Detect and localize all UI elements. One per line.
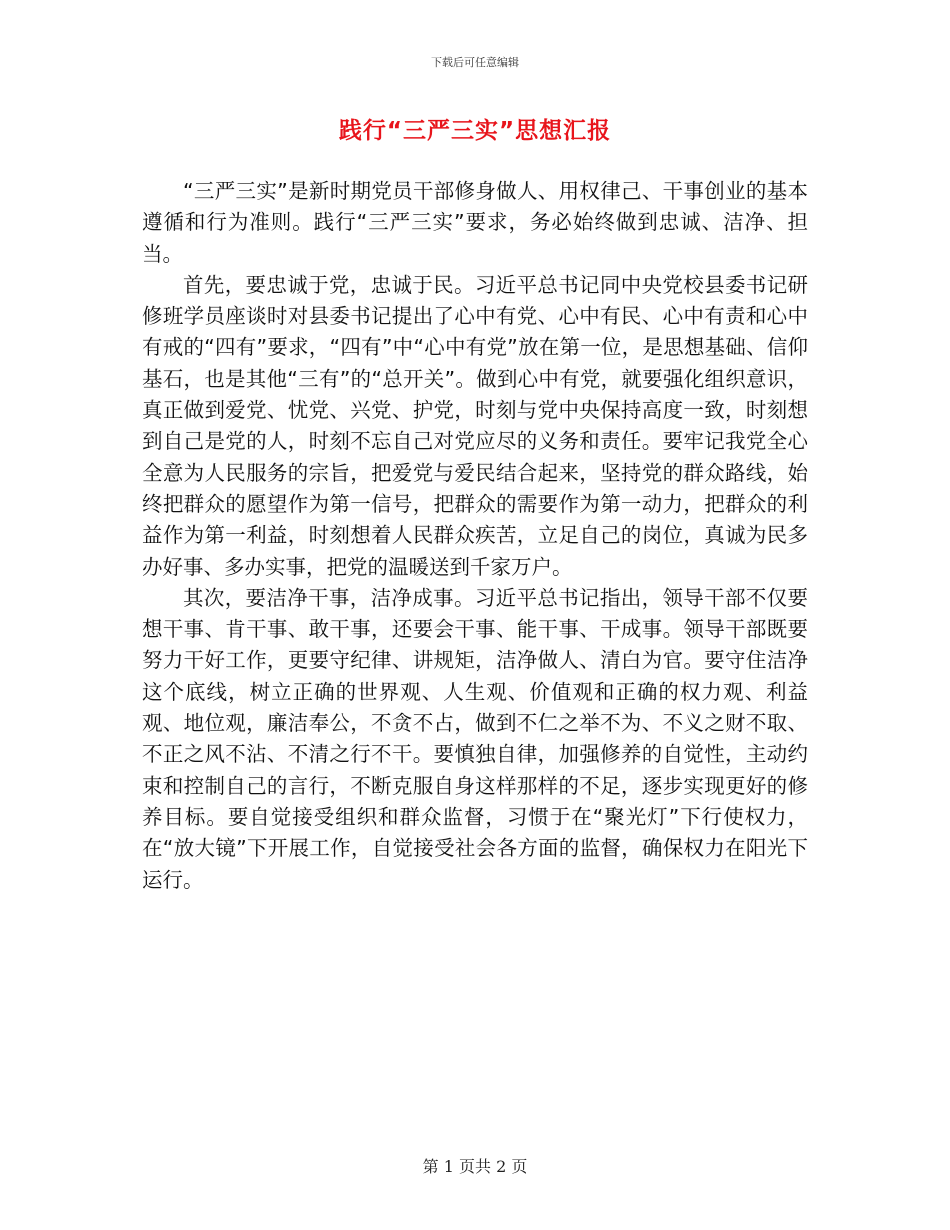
paragraph-integrity: 其次，要洁净干事，洁净成事。习近平总书记指出，领导干部不仅要想干事、肯干事、敢干事，还要会干事、能干事、干成事。领导干部既要努力干好工作，更要守纪律、讲规矩，洁净做人、清白为官。要守住洁净这个底线，树立正确的世界观、人生观、价值观和正确的权力观、利益观、地位观，廉洁奉公，不贪不占，做到不仁之举不为、不义之财不取、不正之风不沾、不清之行不干。要慎独自律，加强修养的自觉性，主动约束和控制自己的言行，不断克服自身这样那样的不足，逐步实现更好的修养目标。要自觉接受组织和群众监督，习惯于在“聚光灯”下行使权力，在“放大镜”下开展工作，自觉接受社会各方面的监督，确保权力在阳光下运行。	[142, 585, 808, 892]
document-body	[142, 176, 808, 896]
page-number: 第 1 页共 2 页	[422, 1157, 528, 1176]
header-note: 下载后可任意编辑	[431, 56, 519, 69]
paragraph-intro: “三严三实”是新时期党员干部修身做人、用权律己、干事创业的基本遵循和行为准则。践行“三严三实”要求，务必始终做到忠诚、洁净、担当。	[142, 179, 808, 266]
document-title: 践行“三严三实”思想汇报	[338, 118, 612, 144]
paragraph-loyalty: 首先，要忠诚于党，忠诚于民。习近平总书记同中央党校县委书记研修班学员座谈时对县委书记提出了心中有党、心中有民、心中有责和心中有戒的“四有”要求，“四有”中“心中有党”放在第一位，是思想基础、信仰基石，也是其他“三有”的“总开关”。做到心中有党，就要强化组织意识，真正做到爱党、忧党、兴党、护党，时刻与党中央保持高度一致，时刻想到自己是党的人，时刻不忘自己对党应尽的义务和责任。要牢记我党全心全意为人民服务的宗旨，把爱党与爱民结合起来，坚持党的群众路线，始终把群众的愿望作为第一信号，把群众的需要作为第一动力，把群众的利益作为第一利益，时刻想着人民群众疾苦，立足自己的岗位，真诚为民多办好事、多办实事，把党的温暖送到千家万户。	[142, 272, 808, 579]
